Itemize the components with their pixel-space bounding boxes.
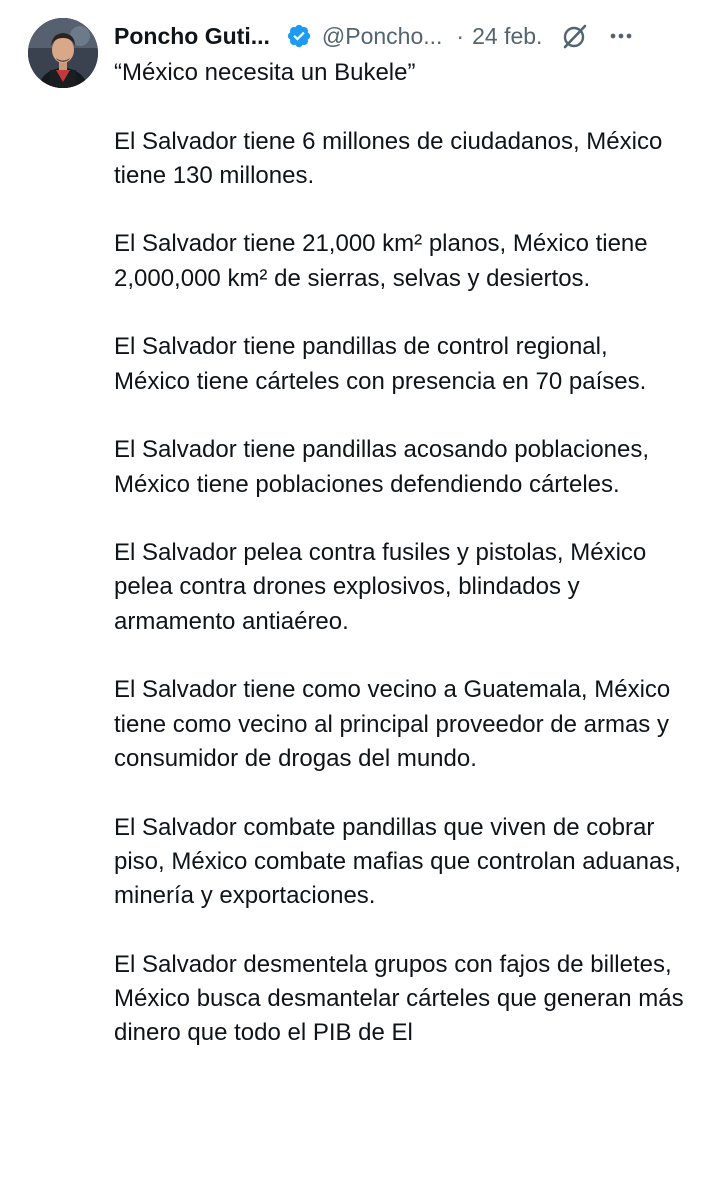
author-handle[interactable]: @Poncho... [321,23,443,49]
tweet-paragraph: El Salvador combate pandillas que viven de cobrar piso, México combate mafias que controlan aduanas, minería y exportaciones. [114,813,681,910]
tweet-paragraph: El Salvador tiene pandillas de control regional, México tiene cárteles con presencia en 70 países. [114,333,647,395]
tweet-paragraph: El Salvador pelea contra fusiles y pistolas, México pelea contra drones explosivos, blindados y armamento antiaéreo. [114,539,647,635]
tweet-date[interactable]: 24 feb. [472,23,543,49]
tweet-paragraph: El Salvador tiene 21,000 km² planos, México tiene 2,000,000 km² de sierras, selvas y desiertos. [114,230,648,292]
tweet-text [114,56,684,1085]
author-display-name[interactable]: Poncho Guti... [114,23,270,49]
tweet-quote: “México necesita un Bukele” [114,59,416,86]
tweet-paragraph: El Salvador desmentela grupos con fajos de billetes, México busca desmantelar cárteles que generan más dinero que todo el PIB de El [114,950,684,1047]
header-separator: · [456,23,465,49]
more-options-icon[interactable] [606,21,636,51]
tweet-paragraph: El Salvador tiene como vecino a Guatemala, México tiene como vecino al principal proveedor de armas y consumidor de drogas del mundo. [114,676,671,772]
avatar-image [28,18,98,88]
tweet-paragraph: El Salvador tiene pandillas acosando poblaciones, México tiene poblaciones defendiendo cárteles. [114,436,650,498]
tweet-paragraph: El Salvador tiene 6 millones de ciudadanos, México tiene 130 millones. [114,127,663,189]
avatar[interactable] [28,18,98,88]
grok-icon[interactable] [560,21,590,51]
tweet-header [114,18,683,54]
verified-badge-icon[interactable] [286,23,312,49]
